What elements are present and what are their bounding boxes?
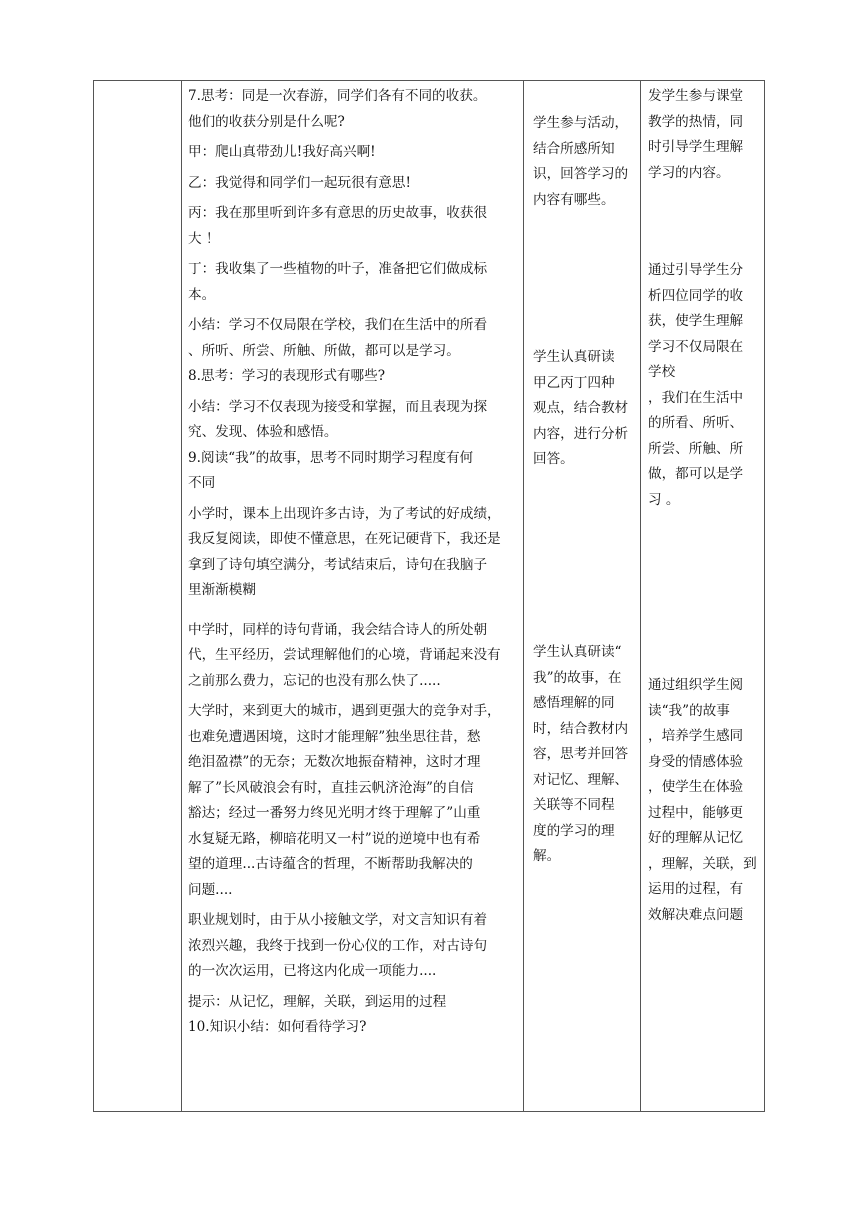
text-line: 通过组织学生阅 (648, 677, 744, 693)
content-para (188, 84, 524, 135)
text-line: 识，回答学习的 (533, 166, 629, 182)
text-line: 的一次次运用，已将这内化成一项能力.... (188, 963, 437, 979)
text-line: 中学时，同样的诗句背诵，我会结合诗人的所处朝 (188, 621, 488, 638)
text-line: 做，都可以是学 (648, 466, 744, 482)
text-line: ，我们在生活中 (648, 389, 744, 406)
text-line: 学生认真研读 (533, 349, 615, 365)
text-line: 之前那么费力，忘记的也没有那么快了..... (188, 672, 441, 689)
text-line: ，理解，关联，到 (648, 855, 757, 872)
text-line: ，使学生在体验 (648, 779, 744, 795)
text-line: 9.阅读“我”的故事，思考不同时期学习程度有何 (188, 449, 474, 466)
text-line: 对记忆、理解、 (533, 771, 629, 788)
text-line: 的所看、所听、 (648, 415, 744, 431)
text-line: 学生认真研读“ (533, 644, 622, 660)
text-line: 豁达；经过一番努力终见光明才终于理解了”山重 (188, 805, 481, 821)
text-line: 水复疑无路，柳暗花明又一村”说的逆境中也有希 (188, 830, 481, 847)
text-line: 乙：我觉得和同学们一起玩很有意思! (188, 174, 411, 191)
text-line: 问题.... (188, 881, 233, 898)
text-line: 本。 (188, 286, 216, 303)
text-line: 大学时，来到更大的城市，遇到更强大的竞争对手， (188, 703, 501, 719)
text-line: 甲乙丙丁四种 (533, 374, 615, 391)
text-line: 他们的收获分别是什么呢? (188, 113, 345, 130)
text-line: 析四位同学的收 (648, 287, 744, 304)
student-block-2 (533, 345, 641, 473)
text-line: 小结：学习不仅局限在学校，我们在生活中的所看 (188, 317, 488, 333)
text-line: 望的道理...古诗蕴含的哲理，不断帮助我解决的 (188, 856, 473, 872)
text-line: 运用的过程，有 (648, 881, 744, 897)
text-line: 职业规划时，由于从小接触文学，对文言知识有着 (188, 912, 488, 928)
text-line: 时引导学生理解 (648, 139, 744, 155)
text-line: 学习不仅局限在 (648, 338, 744, 355)
text-line: 也难免遭遇困境，这时才能理解”独坐思往昔，愁 (188, 728, 481, 745)
text-line: 大 ！ (188, 230, 220, 247)
text-line: 效解决难点问题 (648, 906, 744, 923)
text-line: 结合所感所知 (533, 140, 615, 157)
text-line: 甲：爬山真带劲儿!我好高兴啊! (188, 144, 376, 160)
text-line: 代，生平经历，尝试理解他们的心境，背诵起来没有 (188, 647, 501, 663)
text-line: 身受的情感体验 (648, 753, 744, 770)
text-line: 读“我”的故事 (648, 702, 730, 719)
text-line: ，培养学生感同 (648, 728, 744, 744)
text-line: 发学生参与课堂 (648, 88, 744, 104)
design-block-3 (648, 673, 766, 928)
text-line: 容，思考并回答 (533, 746, 629, 762)
text-line: 习 。 (648, 491, 680, 508)
text-line: 提示：从记忆，理解，关联，到运用的过程 (188, 993, 447, 1010)
text-line: 绝泪盈襟”的无奈；无数次地振奋精神，这时才理 (188, 754, 481, 770)
text-line: 教学的热情，同 (648, 113, 744, 130)
text-line: 所尝、所触、所 (648, 440, 744, 457)
text-line: 学校 (648, 364, 676, 380)
text-line: 7.思考：同是一次春游，同学们各有不同的收获。 (188, 88, 487, 104)
text-line: 观点，结合教材 (533, 400, 629, 416)
text-line: 不同 (188, 475, 216, 491)
column-divider-3 (640, 80, 641, 1112)
student-block-1 (533, 111, 641, 213)
teaching-content-cell (188, 84, 524, 1041)
text-line: 小学时，课本上出现许多古诗，为了考试的好成绩， (188, 505, 501, 522)
text-line: 内容，进行分析 (533, 425, 629, 442)
text-line: 获，使学生理解 (648, 313, 744, 329)
text-line: 学生参与活动， (533, 115, 629, 131)
text-line: 我反复阅读，即使不懂意思，在死记硬背下，我还是 (188, 531, 501, 547)
column-divider-1 (181, 80, 182, 1112)
text-line: 丙：我在那里听到许多有意思的历史故事，收获很 (188, 205, 488, 221)
text-line: 好的理解从记忆 (648, 830, 744, 846)
text-line: 解了”长风破浪会有时，直挂云帆济沧海”的自信 (188, 779, 474, 796)
text-line: 10.知识小结：如何看待学习? (188, 1019, 367, 1035)
text-line: 浓烈兴趣，我终于找到一份心仪的工作，对古诗句 (188, 937, 488, 954)
text-line: 度的学习的理 (533, 822, 615, 839)
text-line: 学习的内容。 (648, 164, 730, 181)
student-block-3 (533, 640, 641, 870)
text-line: 丁：我收集了一些植物的叶子，准备把它们做成标 (188, 261, 488, 277)
text-line: 感悟理解的同 (533, 695, 615, 711)
text-line: 内容有哪些。 (533, 191, 615, 208)
text-line: 通过引导学生分 (648, 262, 744, 278)
text-line: 、所听、所尝、所触、所做，都可以是学习。 (188, 342, 460, 359)
design-block-1 (648, 84, 766, 186)
text-line: 究、发现、体验和感悟。 (188, 424, 338, 440)
text-line: 拿到了诗句填空满分，考试结束后，诗句在我脑子 (188, 556, 488, 573)
text-line: 解。 (533, 848, 561, 864)
text-line: 回答。 (533, 451, 574, 467)
text-line: 8.思考：学习的表现形式有哪些? (188, 368, 385, 384)
text-line: 时，结合教材内 (533, 720, 629, 737)
text-line: 过程中，能够更 (648, 804, 744, 821)
text-line: 我”的故事，在 (533, 669, 622, 686)
text-line: 关联等不同程 (533, 797, 615, 813)
text-line: 里渐渐模糊 (188, 582, 256, 598)
design-block-2 (648, 258, 766, 513)
text-line: 小结：学习不仅表现为接受和掌握，而且表现为探 (188, 398, 488, 415)
